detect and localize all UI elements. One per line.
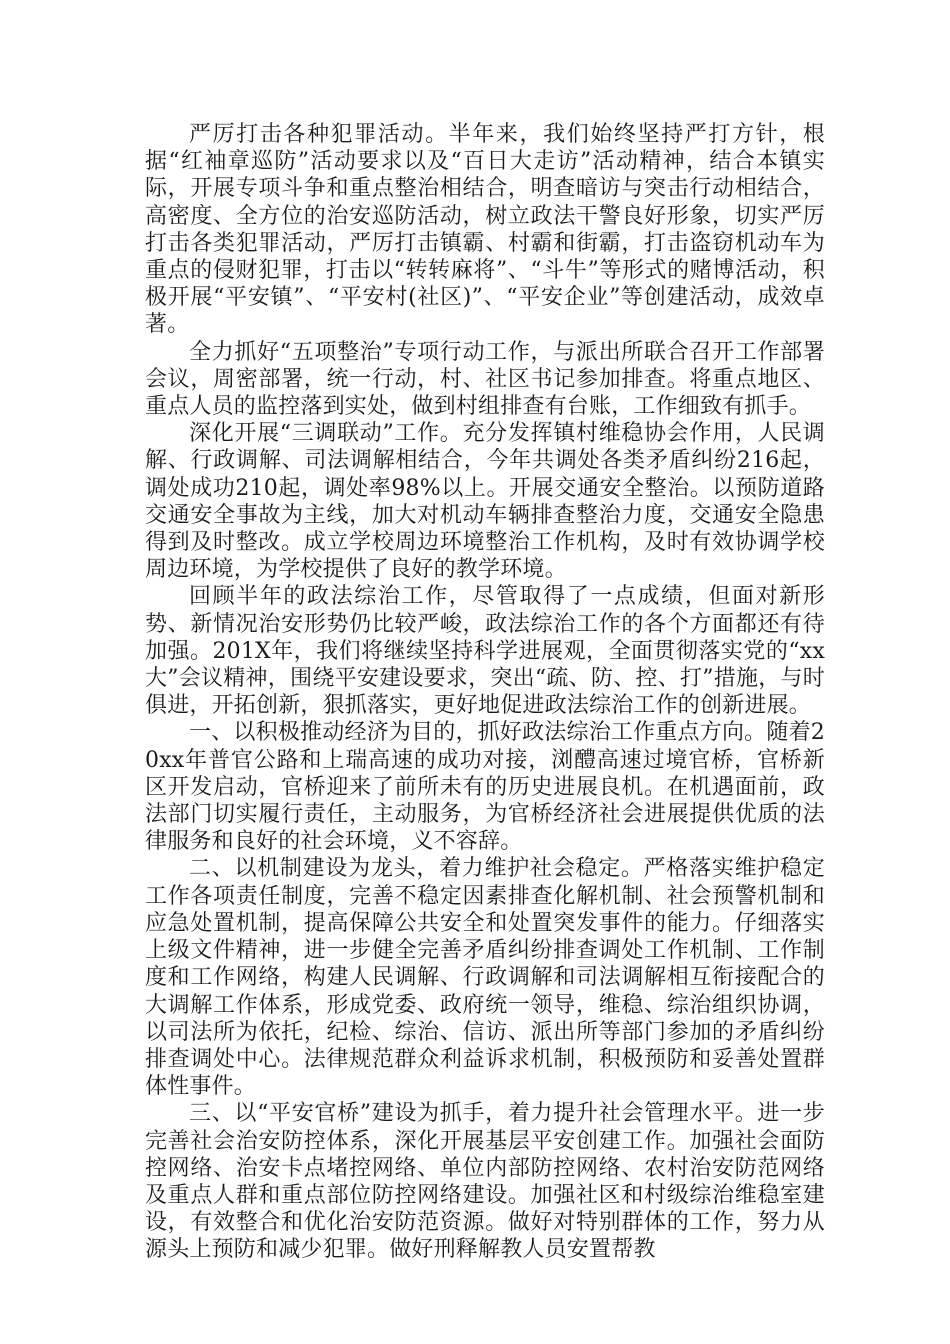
paragraph-crime-crackdown: 严厉打击各种犯罪活动。半年来，我们始终坚持严打方针，根据“红袖章巡防”活动要求以及“百日大走访”活动精神，结合本镇实际，开展专项斗争和重点整治相结合，明查暗访与突击行动相结合，高密度、全方位的治安巡防活动，树立政法干警良好形象，切实严厉打击各类犯罪活动，严厉打击镇霸、村霸和街霸，打击盗窃机动车为重点的侵财犯罪，打击以“转转麻将”、“斗牛”等形式的赌博活动，积极开展“平安镇”、“平安村(社区)”、“平安企业”等创建活动，成效卓著。 <box>145 122 825 338</box>
document-body <box>145 121 825 1264</box>
paragraph-point-one: 一、以积极推动经济为目的，抓好政法综治工作重点方向。随着20xx年普官公路和上瑞高速的成功对接，浏醴高速过境官桥，官桥新区开发启动，官桥迎来了前所未有的历史进展良机。在机遇面前，政法部门切实履行责任，主动服务，为官桥经济社会进展提供优质的法律服务和良好的社会环境，义不容辞。 <box>145 720 825 855</box>
paragraph-review-outlook: 回顾半年的政法综治工作，尽管取得了一点成绩，但面对新形势、新情况治安形势仍比较严峻，政法综治工作的各个方面都还有待加强。201X年，我们将继续坚持科学进展观，全面贯彻落实党的“xx大”会议精神，围绕平安建设要求，突出“疏、防、控、打”措施，与时俱进，开拓创新，狠抓落实，更好地促进政法综治工作的创新进展。 <box>145 584 825 719</box>
paragraph-five-rectifications: 全力抓好“五项整治”专项行动工作，与派出所联合召开工作部署会议，周密部署，统一行动，村、社区书记参加排查。将重点地区、重点人员的监控落到实处，做到村组排查有台账，工作细致有抓手。 <box>145 339 825 420</box>
paragraph-point-three: 三、以“平安官桥”建设为抓手，着力提升社会管理水平。进一步完善社会治安防控体系，深化开展基层平安创建工作。加强社会面防控网络、治安卡点堵控网络、单位内部防控网络、农村治安防范网络及重点人群和重点部位防控网络建设。加强社区和村级综治维稳室建设，有效整合和优化治安防范资源。做好对特别群体的工作，努力从源头上预防和减少犯罪。做好刑释解教人员安置帮教 <box>145 1101 825 1263</box>
paragraph-point-two: 二、以机制建设为龙头，着力维护社会稳定。严格落实维护稳定工作各项责任制度，完善不稳定因素排查化解机制、社会预警机制和应急处置机制，提高保障公共安全和处置突发事件的能力。仔细落实上级文件精神，进一步健全完善矛盾纠纷排查调处工作机制、工作制度和工作网络，构建人民调解、行政调解和司法调解相互衔接配合的大调解工作体系，形成党委、政府统一领导，维稳、综治组织协调，以司法所为依托，纪检、综治、信访、派出所等部门参加的矛盾纠纷排查调处中心。法律规范群众利益诉求机制，积极预防和妥善处置群体性事件。 <box>145 856 825 1100</box>
paragraph-three-mediations: 深化开展“三调联动”工作。充分发挥镇村维稳协会作用，人民调解、行政调解、司法调解相结合，今年共调处各类矛盾纠纷216起，调处成功210起，调处率98%以上。开展交通安全整治。以预防道路交通安全事故为主线，加大对机动车辆排查整治力度，交通安全隐患得到及时整改。成立学校周边环境整治工作机构，及时有效协调学校周边环境，为学校提供了良好的教学环境。 <box>145 421 825 583</box>
